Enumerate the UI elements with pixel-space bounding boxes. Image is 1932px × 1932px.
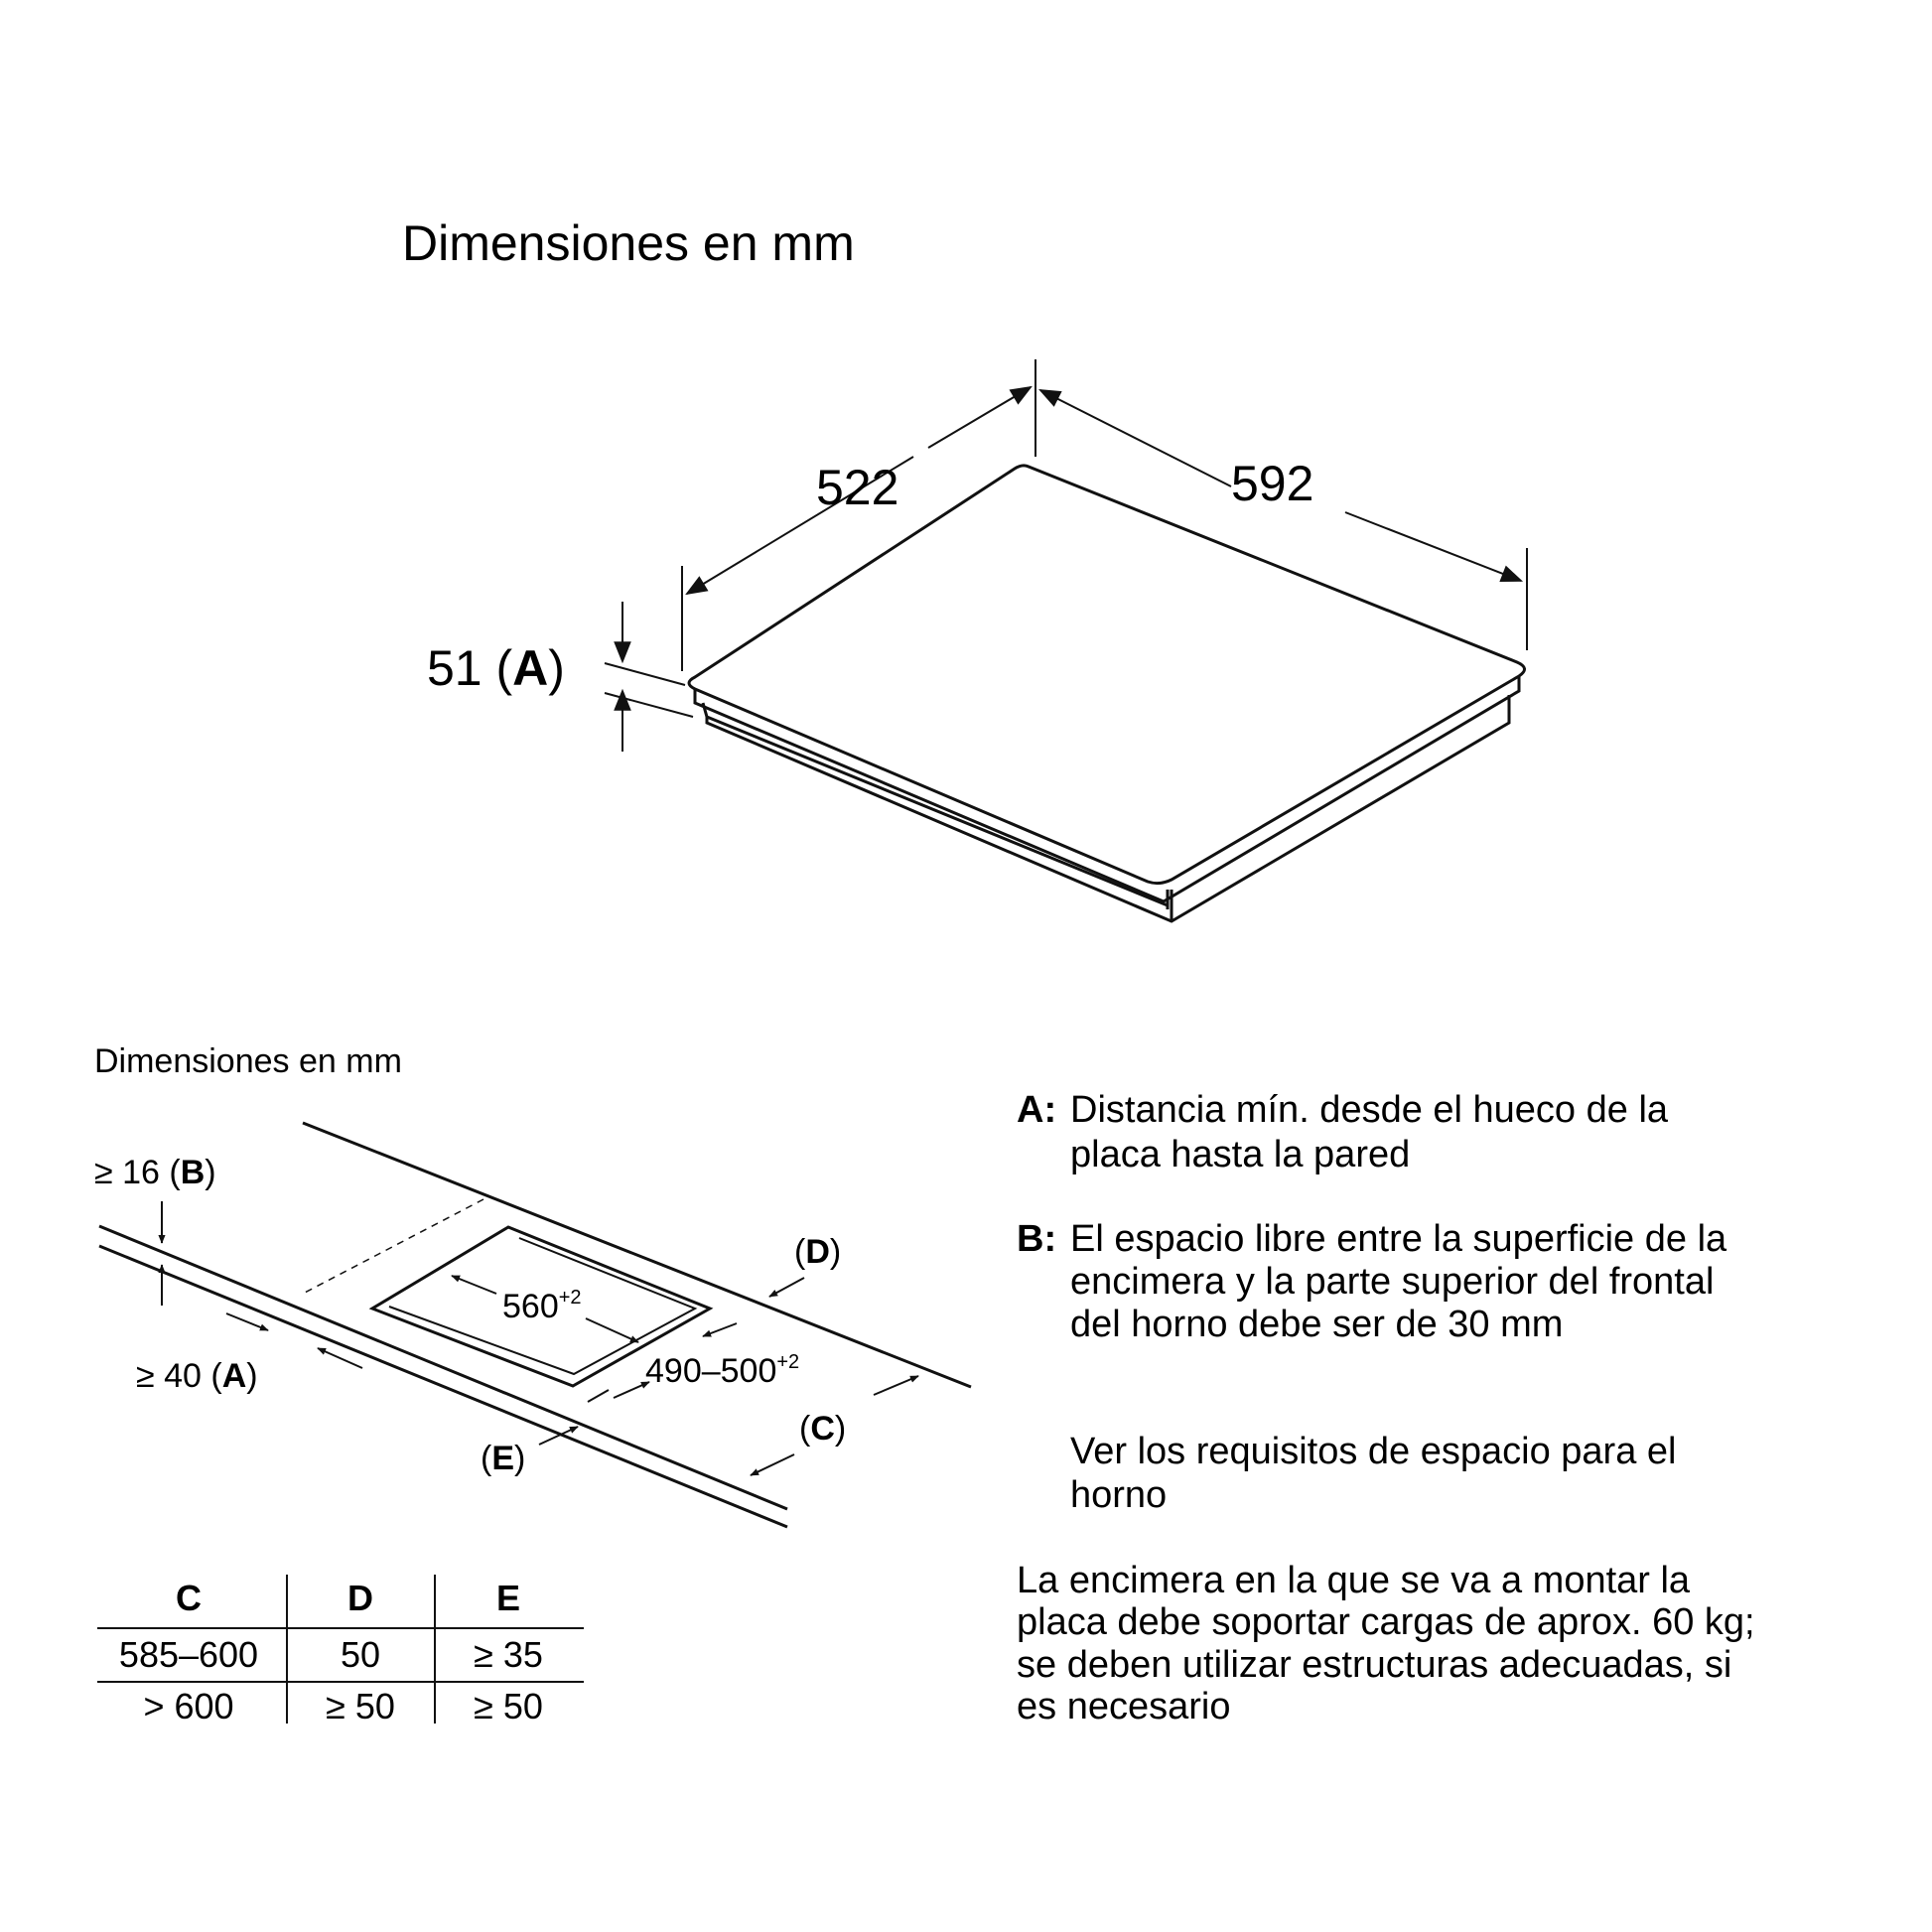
table-header-d: D: [347, 1578, 373, 1618]
depth-dimension: 522: [816, 460, 899, 515]
table-cell: > 600: [143, 1686, 234, 1726]
table-cell: ≥ 50: [326, 1686, 395, 1726]
notes: [1017, 1089, 1755, 1727]
note-load-line: se deben utilizar estructuras adecuadas, si: [1017, 1644, 1732, 1686]
cutout-diagram-title: Dimensiones en mm: [94, 1042, 402, 1080]
note-b-line: El espacio libre entre la superficie de la: [1070, 1218, 1727, 1260]
note-load-line: La encimera en la que se va a montar la: [1017, 1560, 1691, 1601]
table-cell: 50: [340, 1634, 381, 1675]
top-diagram-title: Dimensiones en mm: [402, 215, 855, 271]
note-a-line: placa hasta la pared: [1070, 1134, 1411, 1175]
label-e: (E): [481, 1440, 526, 1477]
note-load-line: placa debe soportar cargas de aprox. 60 kg;: [1017, 1601, 1755, 1643]
width-dimension: 592: [1231, 456, 1314, 511]
table-cell: ≥ 50: [474, 1686, 543, 1726]
cutout-depth-dimension: $490-500^{+2}$: [645, 1351, 800, 1390]
table-cell: ≥ 35: [474, 1634, 543, 1675]
note-b-line: encimera y la parte superior del frontal: [1070, 1261, 1715, 1303]
height-dimension: 51 (A): [427, 640, 565, 696]
note-a-line: Distancia mín. desde el hueco de la: [1070, 1089, 1669, 1131]
label-b: ≥ 16 (B): [94, 1154, 216, 1191]
table-header-c: C: [176, 1578, 202, 1618]
table-cell: 585–600: [118, 1634, 259, 1675]
table-header-e: E: [495, 1578, 521, 1618]
label-a: ≥ 40 (A): [136, 1357, 258, 1395]
cutout-width-dimension: $560^{+2}$: [502, 1287, 582, 1325]
note-load-line: es necesario: [1017, 1686, 1231, 1727]
note-oven-line: horno: [1070, 1474, 1168, 1516]
note-b-line: del horno debe ser de 30 mm: [1070, 1304, 1564, 1345]
label-c: (C): [799, 1410, 847, 1448]
note-b-key: B:: [1017, 1218, 1057, 1260]
note-oven-line: Ver los requisitos de espacio para el: [1070, 1431, 1677, 1472]
label-d: (D): [794, 1233, 842, 1271]
note-a-key: A:: [1017, 1089, 1057, 1131]
